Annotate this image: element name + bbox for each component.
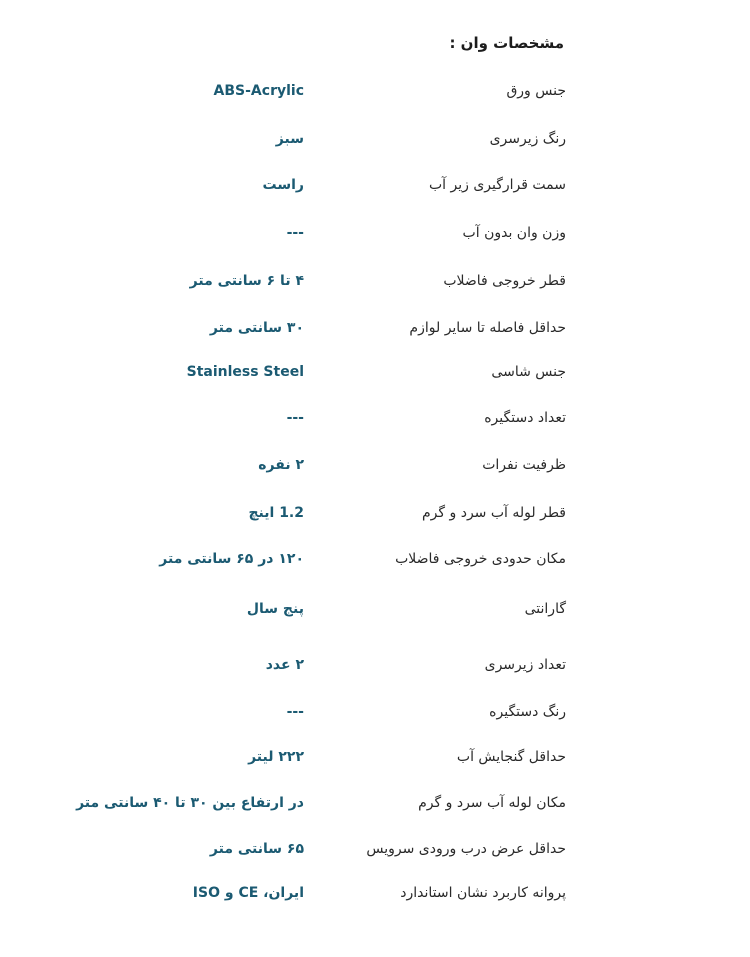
spec-value: ۳۰ سانتی متر xyxy=(209,320,304,336)
spec-row xyxy=(0,742,750,772)
spec-value: ۱۲۰ در ۶۵ سانتی متر xyxy=(159,551,304,567)
spec-value: در ارتفاع بین ۳۰ تا ۴۰ سانتی متر xyxy=(76,795,304,811)
spec-row xyxy=(0,170,750,200)
spec-label: حداقل گنجایش آب xyxy=(456,749,566,765)
spec-row xyxy=(0,124,750,154)
spec-value: --- xyxy=(286,225,304,241)
spec-value: --- xyxy=(286,704,304,720)
spec-value: 1.2 اینچ xyxy=(248,505,304,521)
spec-label: قطر خروجی فاضلاب xyxy=(443,273,566,289)
spec-label: حداقل عرض درب ورودی سرویس xyxy=(366,841,566,857)
spec-label: وزن وان بدون آب xyxy=(462,225,566,241)
spec-value: ۲ عدد xyxy=(265,657,304,673)
spec-value: راست xyxy=(262,177,304,193)
spec-label: مکان حدودی خروجی فاضلاب xyxy=(395,551,566,567)
spec-row xyxy=(0,218,750,248)
spec-value: ایران، CE و ISO xyxy=(192,885,304,901)
spec-label: جنس شاسی xyxy=(491,364,566,380)
spec-value: ۴ تا ۶ سانتی متر xyxy=(189,273,304,289)
spec-row xyxy=(0,403,750,433)
spec-value: پنج سال xyxy=(246,601,304,617)
spec-value: ۲۲۲ لیتر xyxy=(248,749,304,765)
spec-row xyxy=(0,313,750,343)
spec-label: سمت قرارگیری زیر آب xyxy=(428,177,566,193)
spec-label: رنگ زیرسری xyxy=(489,131,566,147)
spec-label: تعداد زیرسری xyxy=(484,657,566,673)
spec-label: تعداد دستگیره xyxy=(484,410,566,426)
spec-row xyxy=(0,788,750,818)
spec-value: ABS-Acrylic xyxy=(213,83,304,99)
spec-value: ۲ نفره xyxy=(258,457,304,473)
spec-label: مکان لوله آب سرد و گرم xyxy=(418,795,566,811)
spec-row xyxy=(0,357,750,387)
spec-row xyxy=(0,697,750,727)
spec-row xyxy=(0,594,750,624)
spec-label: ظرفیت نفرات xyxy=(482,457,566,473)
spec-label: رنگ دستگیره xyxy=(489,704,566,720)
spec-value: Stainless Steel xyxy=(186,364,304,380)
spec-row xyxy=(0,878,750,908)
spec-value: سبز xyxy=(275,131,304,147)
spec-value: --- xyxy=(286,410,304,426)
spec-row xyxy=(0,450,750,480)
spec-label: پروانه کاربرد نشان استاندارد xyxy=(400,885,566,901)
spec-label: گارانتی xyxy=(524,601,566,617)
section-heading: مشخصات وان : xyxy=(449,34,564,52)
spec-label: قطر لوله آب سرد و گرم xyxy=(422,505,566,521)
spec-row xyxy=(0,498,750,528)
spec-row xyxy=(0,76,750,106)
spec-row xyxy=(0,834,750,864)
spec-label: حداقل فاصله تا سایر لوازم xyxy=(409,320,566,336)
spec-row xyxy=(0,266,750,296)
spec-value: ۶۵ سانتی متر xyxy=(209,841,304,857)
spec-row xyxy=(0,650,750,680)
spec-label: جنس ورق xyxy=(506,83,566,99)
spec-row xyxy=(0,544,750,574)
